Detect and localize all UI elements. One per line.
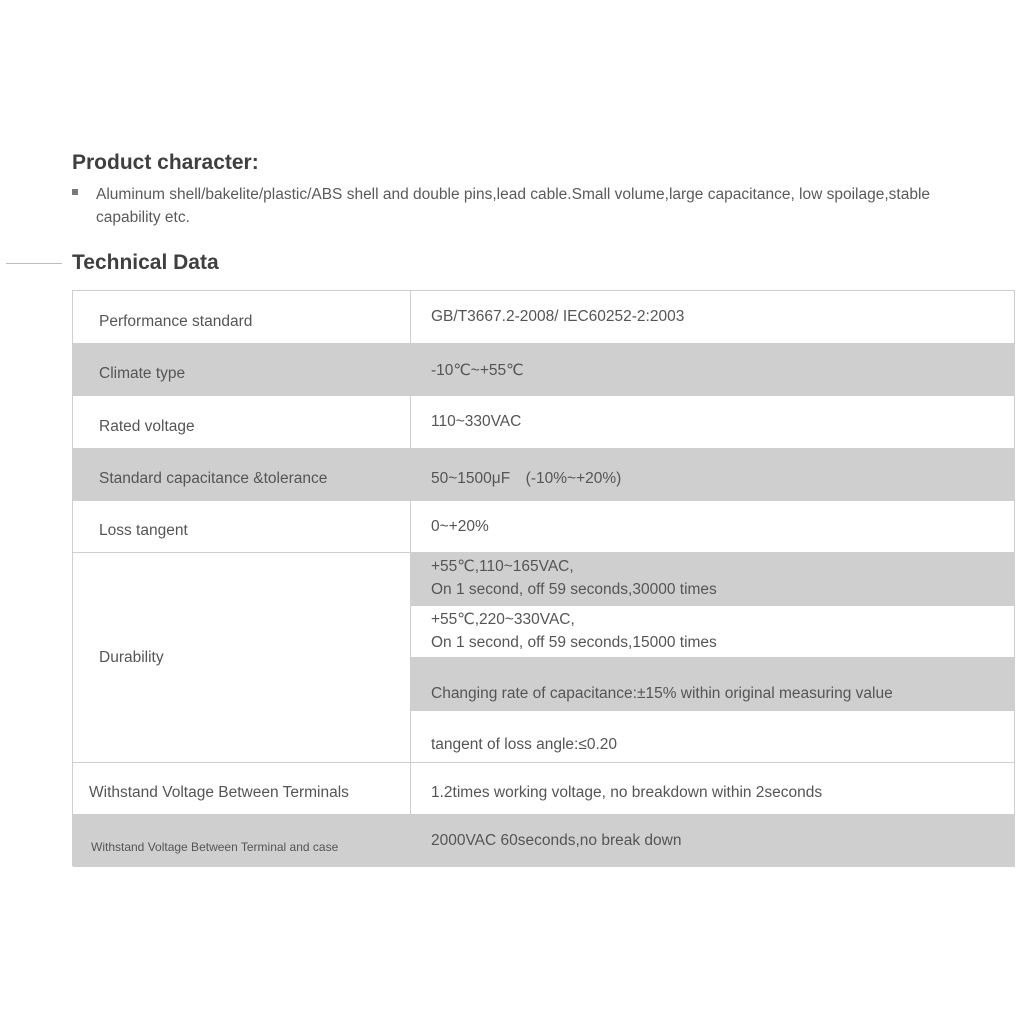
row-value-performance-standard: GB/T3667.2-2008/ IEC60252-2:2003 — [411, 291, 1015, 344]
technical-data-table — [72, 290, 1015, 866]
durability-value-2-line-2: On 1 second, off 59 seconds,15000 times — [431, 634, 717, 651]
row-label-climate-type: Climate type — [73, 344, 411, 396]
durability-value-1-line-2: On 1 second, off 59 seconds,30000 times — [431, 581, 717, 598]
square-bullet-icon — [72, 189, 78, 195]
row-label-standard-capacitance: Standard capacitance &tolerance — [73, 449, 411, 501]
durability-value-2-line-1: +55℃,220~330VAC, — [431, 611, 575, 628]
row-value-standard-capacitance: 50~1500μF (-10%~+20%) — [411, 449, 1015, 501]
row-value-withstand-terminals: 1.2times working voltage, no breakdown within 2seconds — [411, 763, 1015, 815]
durability-value-3: Changing rate of capacitance:±15% within original measuring value — [411, 658, 1015, 711]
row-value-loss-tangent: 0~+20% — [411, 501, 1015, 553]
heading-divider — [6, 263, 62, 264]
product-character-heading: Product character: — [72, 151, 259, 174]
row-label-durability: Durability — [73, 553, 411, 763]
durability-value-4: tangent of loss angle:≤0.20 — [411, 711, 1015, 763]
durability-value-1-line-1: +55℃,110~165VAC, — [431, 558, 574, 575]
row-value-climate-type: -10℃~+55℃ — [411, 344, 1015, 396]
durability-value-2 — [411, 606, 1015, 658]
row-label-loss-tangent: Loss tangent — [73, 501, 411, 553]
row-label-rated-voltage: Rated voltage — [73, 396, 411, 449]
product-character-bullet — [72, 183, 972, 229]
row-label-withstand-terminals: Withstand Voltage Between Terminals — [73, 763, 411, 815]
durability-value-1 — [411, 553, 1015, 606]
row-label-performance-standard: Performance standard — [73, 291, 411, 344]
row-value-rated-voltage: 110~330VAC — [411, 396, 1015, 449]
technical-data-heading: Technical Data — [72, 251, 219, 274]
row-value-withstand-case: 2000VAC 60seconds,no break down — [411, 815, 1015, 867]
row-label-withstand-case: Withstand Voltage Between Terminal and case — [73, 815, 411, 867]
product-character-text: Aluminum shell/bakelite/plastic/ABS shell and double pins,lead cable.Small volume,large capacitance, low spoilage,stable capability etc. — [96, 186, 931, 226]
